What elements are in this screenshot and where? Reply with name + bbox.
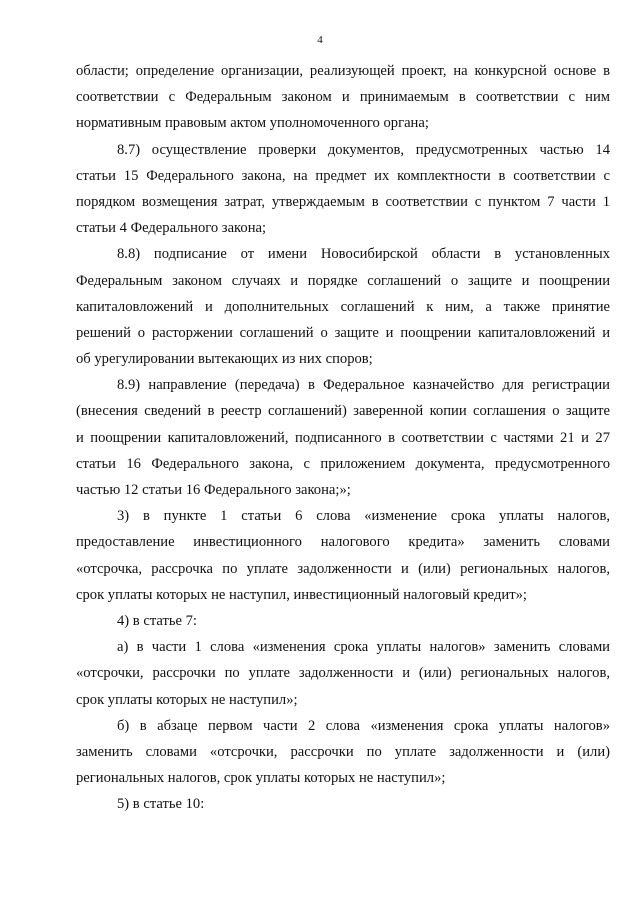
paragraph-line: решений о расторжении соглашений о защите и поощрении капиталовложений и bbox=[76, 324, 610, 341]
paragraph-line: б) в абзаце первом части 2 слова «изменения срока уплаты налогов» bbox=[117, 717, 610, 734]
paragraph-line: срок уплаты которых не наступил»; bbox=[76, 691, 298, 708]
paragraph-line: 5) в статье 10: bbox=[117, 796, 205, 813]
paragraph-line: 8.8) подписание от имени Новосибирской области в установленных bbox=[117, 246, 610, 263]
paragraph bbox=[76, 791, 610, 817]
paragraph-line: региональных налогов, срок уплаты которых не наступил»; bbox=[76, 770, 446, 787]
paragraph-line: предоставление инвестиционного налогового кредита» заменить словами bbox=[76, 534, 610, 551]
paragraph bbox=[76, 634, 610, 713]
paragraph-line: Федеральным законом случаях и порядке соглашений о защите и поощрении bbox=[76, 272, 610, 289]
paragraph bbox=[76, 58, 610, 137]
paragraph-line: «отсрочки, рассрочки по уплате задолженности и (или) региональных налогов, bbox=[76, 665, 610, 682]
paragraph-line: (внесения сведений в реестр соглашений) заверенной копии соглашения о защите bbox=[76, 403, 610, 420]
page-number: 4 bbox=[317, 34, 323, 46]
paragraph bbox=[76, 137, 610, 242]
paragraph-line: об урегулировании вытекающих из них споров; bbox=[76, 351, 373, 368]
paragraph-line: 3) в пункте 1 статьи 6 слова «изменение срока уплаты налогов, bbox=[117, 508, 610, 525]
paragraph-line: статьи 16 Федерального закона, с приложением документа, предусмотренного bbox=[76, 455, 610, 472]
paragraph-line: статьи 4 Федерального закона; bbox=[76, 220, 267, 237]
paragraph-line: области; определение организации, реализующей проект, на конкурсной основе в bbox=[76, 63, 610, 79]
paragraph-line: 8.7) осуществление проверки документов, предусмотренных частью 14 bbox=[117, 141, 610, 158]
paragraph-line: и поощрении капиталовложений, подписанного в соответствии с частями 21 и 27 bbox=[76, 429, 610, 446]
paragraph-line: 8.9) направление (передача) в Федеральное казначейство для регистрации bbox=[117, 377, 610, 394]
paragraph-line: порядком возмещения затрат, утверждаемым в соответствии с пунктом 7 части 1 bbox=[76, 193, 610, 210]
paragraph-line: соответствии с Федеральным законом и принимаемым в соответствии с ним bbox=[76, 89, 610, 106]
paragraph-line: 4) в статье 7: bbox=[117, 612, 197, 629]
paragraph bbox=[76, 372, 610, 503]
paragraph bbox=[76, 713, 610, 792]
paragraph bbox=[76, 503, 610, 608]
paragraph-line: статьи 15 Федерального закона, на предмет их комплектности в соответствии с bbox=[76, 167, 610, 184]
paragraph-line: нормативным правовым актом уполномоченного органа; bbox=[76, 115, 429, 132]
paragraph bbox=[76, 608, 610, 634]
paragraph-line: срок уплаты которых не наступил, инвестиционный налоговый кредит»; bbox=[76, 586, 527, 603]
paragraph-line: капиталовложений и дополнительных соглашений к ним, а также принятие bbox=[76, 298, 610, 315]
paragraph-line: заменить словами «отсрочки, рассрочки по уплате задолженности и (или) bbox=[76, 743, 610, 760]
document-body bbox=[76, 58, 610, 817]
paragraph bbox=[76, 241, 610, 372]
paragraph-line: частью 12 статьи 16 Федерального закона;»; bbox=[76, 482, 351, 498]
paragraph-line: «отсрочка, рассрочка по уплате задолженности и (или) региональных налогов, bbox=[76, 560, 610, 577]
paragraph-line: а) в части 1 слова «изменения срока уплаты налогов» заменить словами bbox=[117, 639, 610, 656]
